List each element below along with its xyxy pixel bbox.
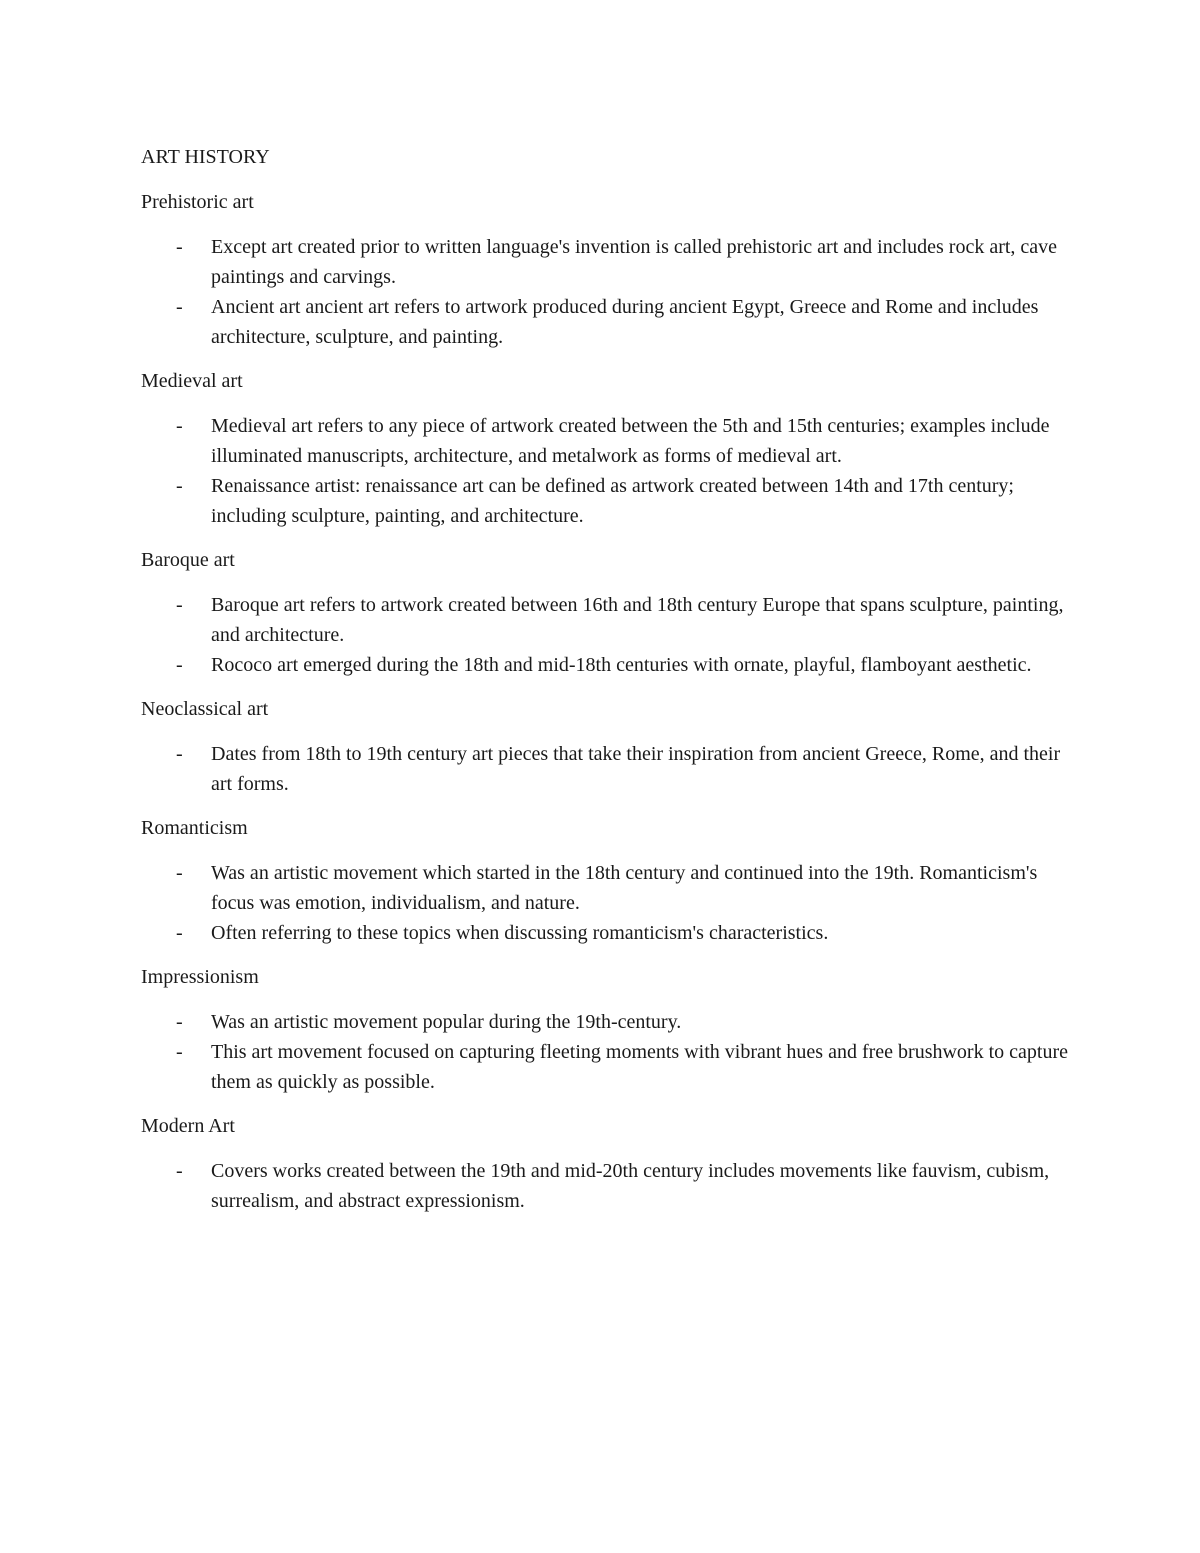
section xyxy=(141,694,1071,799)
section-heading: Neoclassical art xyxy=(141,698,269,720)
document-title: ART HISTORY xyxy=(141,146,270,168)
section-heading: Modern Art xyxy=(141,1115,235,1137)
bullet-text: Ancient art ancient art refers to artwork produced during ancient Egypt, Greece and Rome and includes architecture, sculpture, and painting. xyxy=(211,296,1039,348)
bullet-item xyxy=(141,411,1071,471)
bullet-dash: - xyxy=(176,1011,183,1033)
bullet-item xyxy=(141,1007,1071,1037)
section-heading: Baroque art xyxy=(141,549,235,571)
bullet-item xyxy=(141,1156,1071,1216)
section xyxy=(141,813,1071,948)
bullet-text: Covers works created between the 19th and mid-20th century includes movements like fauvism, cubism, surrealism, and abstract expressionism. xyxy=(211,1160,1050,1212)
bullet-item xyxy=(141,292,1071,352)
section-heading: Prehistoric art xyxy=(141,191,254,213)
bullet-dash: - xyxy=(176,1160,183,1182)
bullet-text: Except art created prior to written language's invention is called prehistoric art and includes rock art, cave paintings and carvings. xyxy=(211,236,1058,288)
bullet-list xyxy=(141,1007,1071,1097)
bullet-item xyxy=(141,858,1071,918)
bullet-item xyxy=(141,739,1071,799)
bullet-text: Medieval art refers to any piece of artwork created between the 5th and 15th centuries; examples include illuminated manuscripts, architecture, and metalwork as forms of medieval art. xyxy=(211,415,1050,467)
bullet-dash: - xyxy=(176,922,183,944)
section-heading: Impressionism xyxy=(141,966,259,988)
bullet-dash: - xyxy=(176,594,183,616)
bullet-text: Baroque art refers to artwork created between 16th and 18th century Europe that spans sculpture, painting, and architecture. xyxy=(211,594,1064,646)
bullet-dash: - xyxy=(176,862,183,884)
bullet-dash: - xyxy=(176,475,183,497)
bullet-dash: - xyxy=(176,743,183,765)
bullet-text: This art movement focused on capturing fleeting moments with vibrant hues and free brushwork to capture them as quickly as possible. xyxy=(211,1041,1068,1093)
bullet-dash: - xyxy=(176,236,183,258)
section xyxy=(141,187,1071,352)
bullet-item xyxy=(141,918,1071,948)
bullet-item xyxy=(141,471,1071,531)
section xyxy=(141,366,1071,531)
bullet-text: Often referring to these topics when discussing romanticism's characteristics. xyxy=(211,922,829,944)
sections-container xyxy=(141,187,1071,1216)
bullet-item xyxy=(141,1037,1071,1097)
bullet-dash: - xyxy=(176,415,183,437)
bullet-dash: - xyxy=(176,654,183,676)
bullet-text: Renaissance artist: renaissance art can be defined as artwork created between 14th and 17th century; including sculpture, painting, and architecture. xyxy=(211,475,1014,527)
bullet-item xyxy=(141,232,1071,292)
bullet-list xyxy=(141,590,1071,680)
bullet-text: Dates from 18th to 19th century art pieces that take their inspiration from ancient Greece, Rome, and their art forms. xyxy=(211,743,1061,795)
bullet-list xyxy=(141,411,1071,531)
bullet-list xyxy=(141,232,1071,352)
bullet-item xyxy=(141,650,1071,680)
section xyxy=(141,545,1071,680)
bullet-text: Was an artistic movement popular during the 19th-century. xyxy=(211,1011,682,1033)
section xyxy=(141,962,1071,1097)
bullet-dash: - xyxy=(176,1041,183,1063)
section xyxy=(141,1111,1071,1216)
bullet-dash: - xyxy=(176,296,183,318)
document-body xyxy=(141,142,1071,1230)
section-heading: Medieval art xyxy=(141,370,243,392)
section-heading: Romanticism xyxy=(141,817,248,839)
bullet-list xyxy=(141,739,1071,799)
bullet-text: Rococo art emerged during the 18th and mid-18th centuries with ornate, playful, flamboyant aesthetic. xyxy=(211,654,1032,676)
bullet-list xyxy=(141,858,1071,948)
bullet-list xyxy=(141,1156,1071,1216)
bullet-text: Was an artistic movement which started in the 18th century and continued into the 19th. Romanticism's focus was emotion, individualism, and nature. xyxy=(211,862,1038,914)
bullet-item xyxy=(141,590,1071,650)
